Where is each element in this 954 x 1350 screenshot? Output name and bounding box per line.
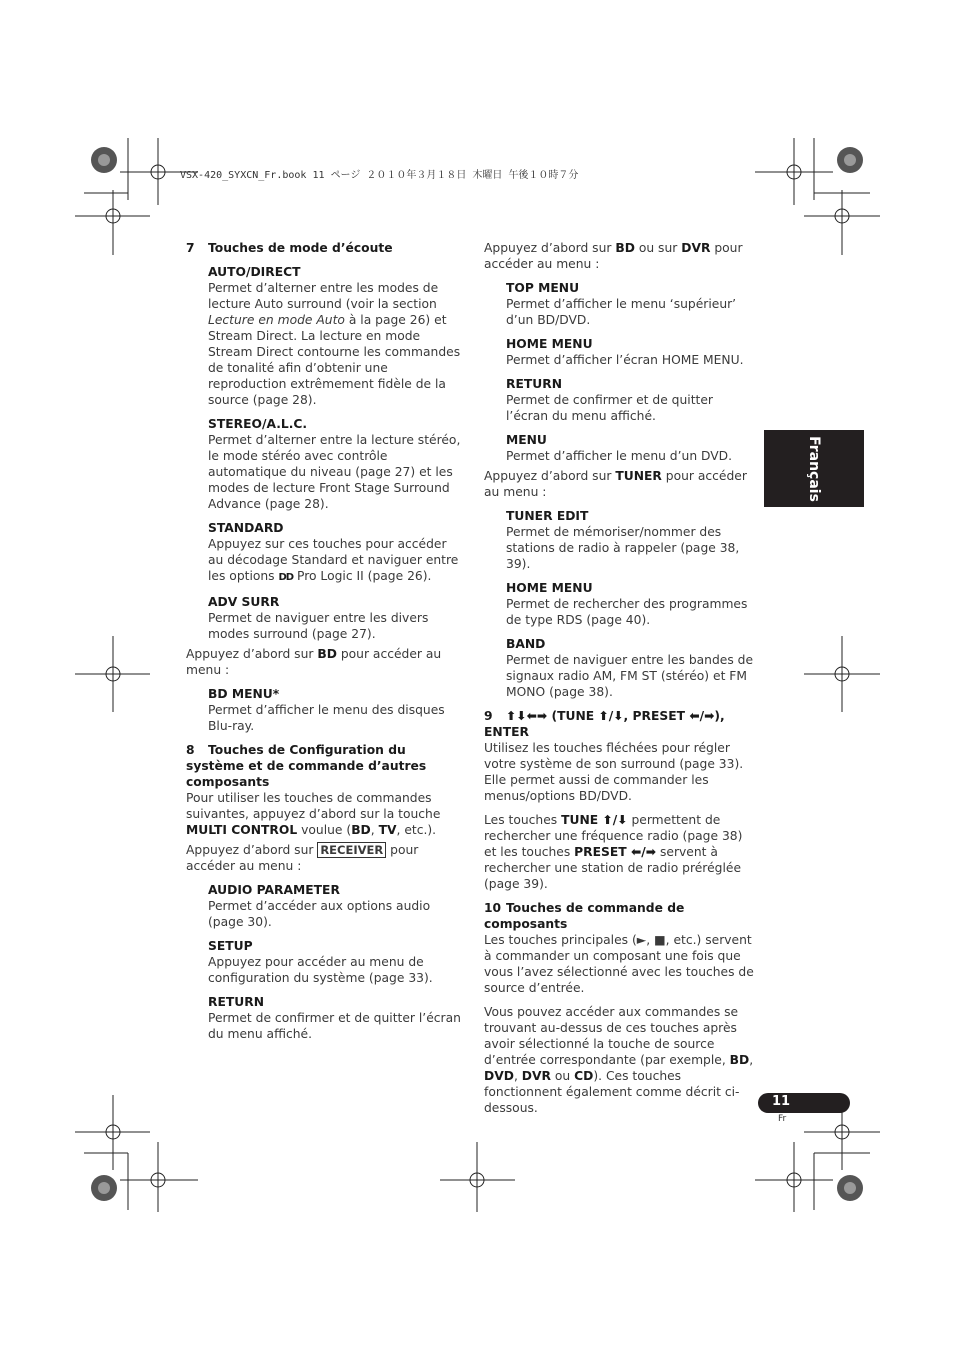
- language-tab: Français: [764, 430, 864, 507]
- menu-entry: MENU Permet d’afficher le menu d’un DVD.: [506, 433, 733, 463]
- tuner-edit-entry: TUNER EDIT Permet de mémoriser/nommer des stations de radio à rappeler (page 38, 39).: [506, 509, 740, 571]
- top-menu-entry: TOP MENU Permet d’afficher le menu ‘supérieur’ d’un BD/DVD.: [506, 281, 737, 327]
- bd-menu-entry: BD MENU* Permet d’afficher le menu des disques Blu-ray.: [208, 687, 445, 733]
- home-menu-tuner-entry: HOME MENU Permet de rechercher des programmes de type RDS (page 40).: [506, 581, 748, 627]
- section-9-heading: 9 ⬆⬇⬅➡ (TUNE ⬆/⬇, PRESET ⬅/➡), ENTER: [484, 709, 725, 739]
- auto-direct-entry: AUTO/DIRECT Permet d’alterner entre les modes de lecture Auto surround (voir la section Lecture en mode Auto à la page 26) et Stream Direct. La lecture en mode Stream Direct contourne les commandes de tonalité afin d’obtenir une reproduction extrêmement fidèle de la source (page 28).: [208, 265, 461, 407]
- audio-parameter-entry: AUDIO PARAMETER Permet d’accéder aux options audio (page 30).: [208, 883, 431, 929]
- section-9-text-2: Les touches TUNE ⬆/⬇ permettent de rechercher une fréquence radio (page 38) et les touches PRESET ⬅/➡ servent à rechercher une station de radio préréglée (page 39).: [484, 813, 743, 891]
- section-10-heading: 10 Touches de commande de composants: [484, 901, 685, 931]
- page-number: 11: [772, 1094, 791, 1109]
- section-9-text-1: Utilisez les touches fléchées pour régler votre système de son surround (page 33). Elle permet aussi de commander les menus/options BD/DVD.: [484, 741, 744, 803]
- section-10-text-2: Vous pouvez accéder aux commandes se trouvant au-dessus de ces touches après avoir sélectionné la touche de source d’entrée correspondante (par exemple, BD, DVD, DVR ou CD). Ces touches fonctionnent également comme décrit ci-dessous.: [484, 1005, 754, 1115]
- band-entry: BAND Permet de naviguer entre les bandes de signaux radio AM, FM ST (stéréo) et FM MONO (page 38).: [506, 637, 754, 699]
- stereo-alc-entry: STEREO/A.L.C. Permet d’alterner entre la lecture stéréo, le mode stéréo avec contrôle automatique du niveau (page 27) et les modes de lecture Front Stage Surround Advance (page 28).: [208, 417, 461, 511]
- adv-surr-entry: ADV SURR Permet de naviguer entre les divers modes surround (page 27).: [208, 595, 429, 641]
- section-10-text-1: Les touches principales (►, ■, etc.) servent à commander un composant une fois que vous l’avez sélectionné avec les touches de source d’entrée.: [484, 933, 754, 995]
- setup-entry: SETUP Appuyez pour accéder au menu de configuration du système (page 33).: [208, 939, 433, 985]
- tuner-first-instruction: Appuyez d’abord sur TUNER pour accéder au menu :: [484, 469, 747, 499]
- print-header: VSX-420_SYXCN_Fr.book 11 ページ ２０１０年３月１８日 木曜日 午後１０時７分: [180, 170, 579, 181]
- section-8-heading: 8 Touches de Configuration du système et de commande d’autres composants: [186, 743, 427, 789]
- receiver-first-instruction: Appuyez d’abord sur RECEIVER pour accéder au menu :: [186, 843, 419, 873]
- section-7-heading: 7 Touches de mode d’écoute: [186, 241, 393, 255]
- dolby-icon: DD: [278, 572, 294, 583]
- bd-first-instruction: Appuyez d’abord sur BD pour accéder au menu :: [186, 647, 442, 677]
- right-column: [484, 240, 758, 1116]
- page-language: Fr: [778, 1114, 787, 1124]
- bd-dvr-first-instruction: Appuyez d’abord sur BD ou sur DVR pour accéder au menu :: [484, 241, 743, 271]
- left-column: [186, 240, 462, 1042]
- home-menu-entry: HOME MENU Permet d’afficher l’écran HOME MENU.: [506, 337, 744, 367]
- return-entry-right: RETURN Permet de confirmer et de quitter l’écran du menu affiché.: [506, 377, 713, 423]
- standard-entry: STANDARD Appuyez sur ces touches pour accéder au décodage Standard et naviguer entre les options DD Pro Logic II (page 26).: [208, 521, 459, 583]
- receiver-key-label: RECEIVER: [317, 842, 386, 858]
- return-entry-left: RETURN Permet de confirmer et de quitter l’écran du menu affiché.: [208, 995, 461, 1041]
- section-8-intro: Pour utiliser les touches de commandes suivantes, appuyez d’abord sur la touche MULTI CONTROL voulue (BD, TV, etc.).: [186, 791, 441, 837]
